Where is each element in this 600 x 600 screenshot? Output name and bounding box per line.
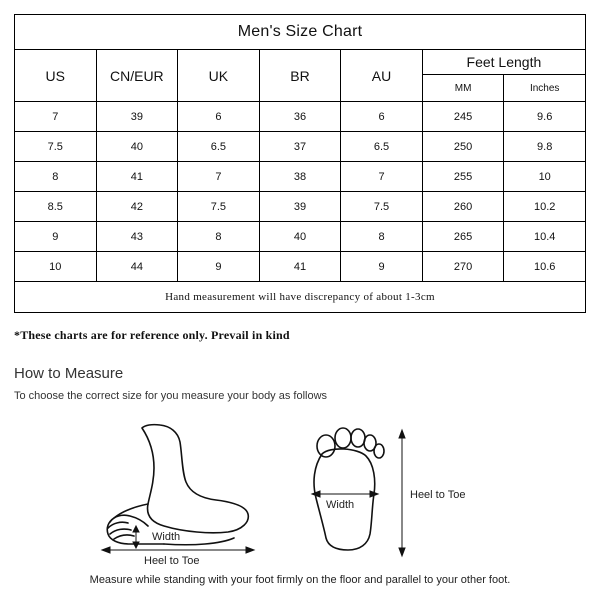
cell-uk: 6.5 (178, 132, 260, 162)
header-au: AU (341, 50, 423, 102)
cell-cn-eur: 39 (96, 102, 178, 132)
header-cn-eur: CN/EUR (96, 50, 178, 102)
cell-inches: 10.6 (504, 252, 586, 282)
cell-br: 38 (259, 162, 341, 192)
cell-mm: 255 (422, 162, 504, 192)
table-row (15, 102, 586, 132)
subheader-mm: MM (422, 75, 504, 102)
top-heel-to-toe-label: Heel to Toe (410, 489, 466, 501)
cell-mm: 245 (422, 102, 504, 132)
top-width-label: Width (326, 499, 355, 511)
cell-us: 9 (15, 222, 97, 252)
cell-uk: 7 (178, 162, 260, 192)
cell-us: 8 (15, 162, 97, 192)
table-row (15, 192, 586, 222)
cell-inches: 9.6 (504, 102, 586, 132)
side-heel-to-toe-arrow (102, 547, 254, 553)
measurement-diagram (14, 410, 586, 580)
cell-us: 7.5 (15, 132, 97, 162)
cell-au: 8 (341, 222, 423, 252)
side-width-label: Width (152, 531, 181, 543)
cell-mm: 250 (422, 132, 504, 162)
cell-cn-eur: 41 (96, 162, 178, 192)
cell-br: 36 (259, 102, 341, 132)
cell-mm: 270 (422, 252, 504, 282)
cell-us: 8.5 (15, 192, 97, 222)
cell-cn-eur: 42 (96, 192, 178, 222)
cell-au: 9 (341, 252, 423, 282)
cell-br: 37 (259, 132, 341, 162)
table-row (15, 132, 586, 162)
table-header-row (15, 50, 586, 75)
cell-au: 7.5 (341, 192, 423, 222)
cell-us: 7 (15, 102, 97, 132)
cell-cn-eur: 43 (96, 222, 178, 252)
table-footer-row (15, 282, 586, 313)
cell-uk: 8 (178, 222, 260, 252)
cell-cn-eur: 40 (96, 132, 178, 162)
foot-diagram-svg (14, 410, 586, 580)
chart-title: Men's Size Chart (15, 15, 586, 50)
cell-inches: 10 (504, 162, 586, 192)
cell-br: 41 (259, 252, 341, 282)
cell-cn-eur: 44 (96, 252, 178, 282)
header-uk: UK (178, 50, 260, 102)
how-to-measure-subtitle: To choose the correct size for you measure your body as follows (14, 390, 328, 402)
table-title-row (15, 15, 586, 50)
size-chart-table (14, 14, 586, 313)
cell-inches: 10.4 (504, 222, 586, 252)
cell-uk: 6 (178, 102, 260, 132)
table-row (15, 222, 586, 252)
cell-uk: 7.5 (178, 192, 260, 222)
measurement-discrepancy-note: Hand measurement will have discrepancy of about 1-3cm (15, 282, 586, 313)
subheader-inches: Inches (504, 75, 586, 102)
side-heel-to-toe-label: Heel to Toe (144, 555, 200, 567)
table-row (15, 252, 586, 282)
reference-note: *These charts are for reference only. Prevail in kind (14, 328, 290, 342)
how-to-measure-title: How to Measure (14, 365, 124, 382)
top-heel-to-toe-arrow (399, 430, 405, 556)
cell-au: 7 (341, 162, 423, 192)
cell-au: 6 (341, 102, 423, 132)
cell-uk: 9 (178, 252, 260, 282)
side-view-foot-icon (107, 425, 248, 545)
cell-inches: 9.8 (504, 132, 586, 162)
top-view-foot-icon (314, 428, 384, 550)
cell-au: 6.5 (341, 132, 423, 162)
cell-inches: 10.2 (504, 192, 586, 222)
header-br: BR (259, 50, 341, 102)
table-row (15, 162, 586, 192)
cell-br: 40 (259, 222, 341, 252)
side-width-arrow (133, 526, 139, 548)
measure-footer-note: Measure while standing with your foot firmly on the floor and parallel to your other foot. (89, 574, 511, 586)
top-width-arrow (312, 491, 378, 497)
cell-mm: 265 (422, 222, 504, 252)
header-feet-length: Feet Length (422, 50, 585, 75)
cell-mm: 260 (422, 192, 504, 222)
cell-us: 10 (15, 252, 97, 282)
cell-br: 39 (259, 192, 341, 222)
header-us: US (15, 50, 97, 102)
